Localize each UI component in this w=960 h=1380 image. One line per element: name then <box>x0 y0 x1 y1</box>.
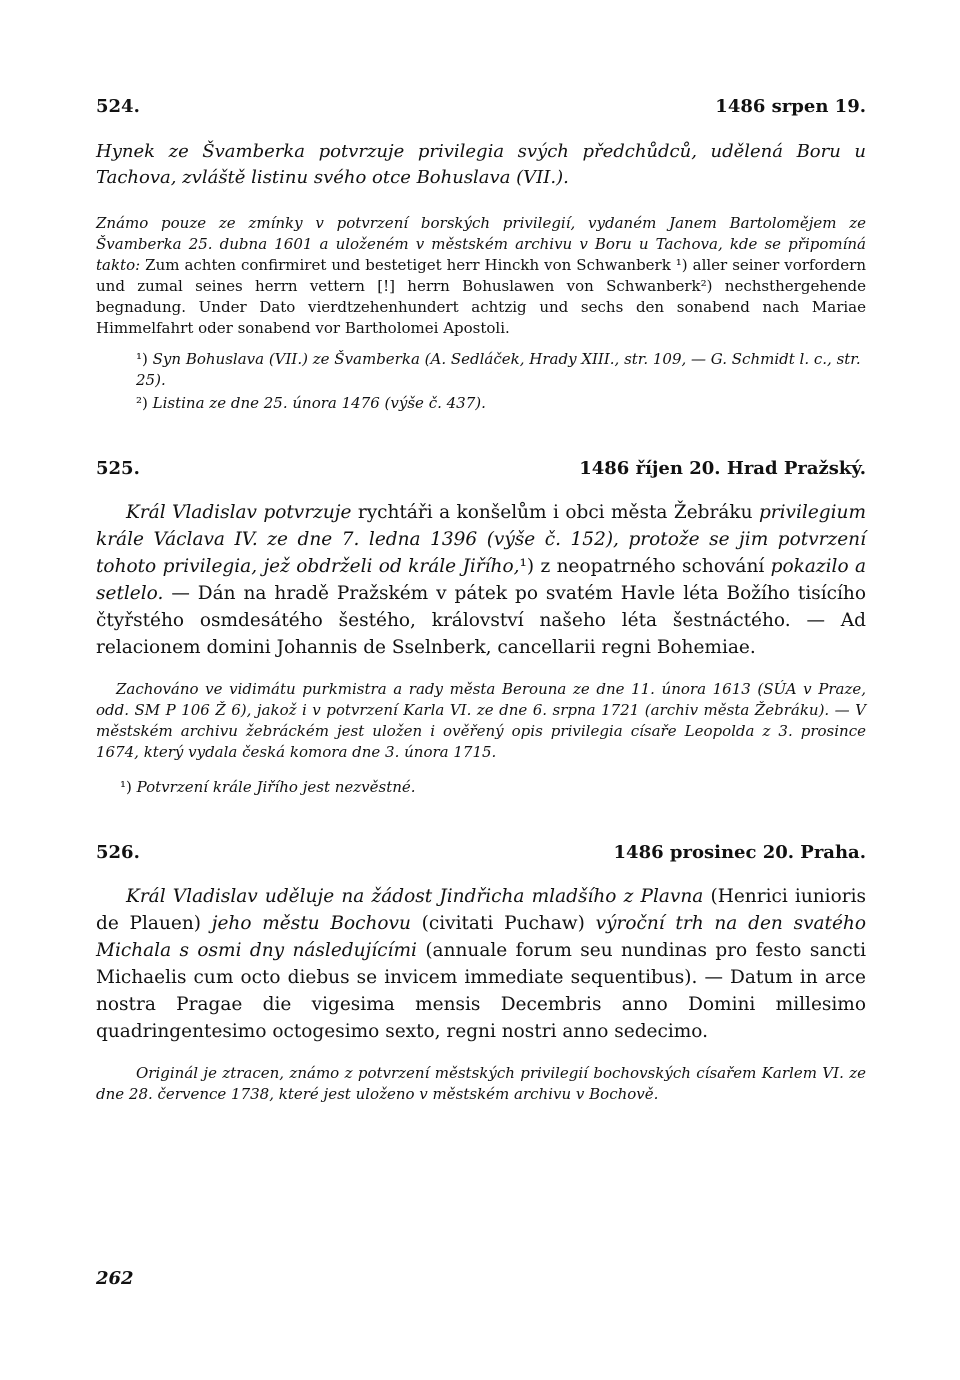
document-page <box>96 96 866 1105</box>
footnote-marker: ²) <box>136 394 153 412</box>
text-italic: jeho městu Bochovu <box>211 913 411 934</box>
text-plain: ¹) z neopatrného schování <box>519 556 771 577</box>
note-italic: Originál je ztracen, známo z potvrzení městských privilegií bochovských císařem Karlem VI. ze dne 28. července 1738, které jest uloženo v městském archivu v Bochově. <box>96 1064 866 1103</box>
text-plain: (Henrici iunioris de Plauen) <box>96 886 866 934</box>
text-plain: — Dán na hradě Pražském v pátek po svatém Havle léta Božího tisícího čtyřstého osmdesátého šestého, království našeho léta šestnáctého. — Ad relacionem domini Johannis de Sselnberk, cancellarii regni Bohemiae. <box>96 583 866 658</box>
entry-number: 524. <box>96 96 140 117</box>
entry-date: 1486 srpen 19. <box>715 96 866 117</box>
entry-date: 1486 říjen 20. Hrad Pražský. <box>579 458 866 479</box>
footnote-marker: ¹) <box>120 778 137 796</box>
entry-number: 525. <box>96 458 140 479</box>
entry-note <box>96 1063 866 1105</box>
note-quote: Zum achten confirmiret und bestetiget herr Hinckh von Schwanberk ¹) aller seiner vorfordern und zumal seines herrn vettern [!] herrn Bohuslawen von Schwanberk²) nechsthergehende begnadung. Under Dato vierdtzehenhundert achtzig und sechs den sonabend nach Mariae Himmelfahrt oder sonabend vor Bartholomei Apostoli. <box>96 256 866 337</box>
text-plain: (civitati Puchaw) <box>410 913 596 934</box>
text-italic: Král Vladislav uděluje na žádost Jindřicha mladšího z Plavna <box>126 886 704 907</box>
entry-header-524 <box>96 96 866 117</box>
text-plain: (annuale forum seu nundinas pro festo sancti Michaelis cum octo diebus se invicem immediate sequentibus). — Datum in arce nostra Pragae die vigesima mensis Decembris anno Domini millesimo quadringentesimo octogesimo sexto, regni nostri anno sedecimo. <box>96 940 866 1042</box>
footnote-text: Syn Bohuslava (VII.) ze Švamberka (A. Sedláček, Hrady XIII., str. 109, — G. Schmidt l. c., str. 25). <box>136 350 861 389</box>
entry-note <box>96 213 866 339</box>
text-italic: privilegium krále Václava IV. ze dne 7. ledna 1396 (výše č. 152), protože se jim potvrzení tohoto privilegia, jež obdrželi od krále Jiřího, <box>96 502 866 577</box>
footnote-1 <box>96 349 866 391</box>
entry-summary: Hynek ze Švamberka potvrzuje privilegia svých předchůdců, udělená Boru u Tachova, zvláště listinu svého otce Bohuslava (VII.). <box>96 141 866 188</box>
footnote-1 <box>96 777 866 798</box>
footnote-text: Potvrzení krále Jiřího jest nezvěstné. <box>136 778 416 796</box>
entry-note <box>96 679 866 763</box>
note-italic: Zachováno ve vidimátu purkmistra a rady města Berouna ze dne 11. února 1613 (SÚA v Praze, odd. SM P 106 Ž 6), jakož i v potvrzení Karla VI. ze dne 6. srpna 1721 (archiv města Žebráku). — V městském archivu žebráckém jest uložen i ověřený opis privilegia císaře Leopolda z 3. prosince 1674, který vydala česká komora dne 3. února 1715. <box>96 680 866 761</box>
entry-text <box>96 883 866 1045</box>
footnote-text: Listina ze dne 25. února 1476 (výše č. 437). <box>152 394 486 412</box>
text-italic: Král Vladislav potvrzuje <box>126 502 352 523</box>
page-number: 262 <box>96 1268 134 1289</box>
entry-date: 1486 prosinec 20. Praha. <box>613 842 866 863</box>
text-plain: rychtáři a konšelům i obci města Žebráku <box>351 502 759 523</box>
entry-text <box>96 499 866 661</box>
entry-number: 526. <box>96 842 140 863</box>
footnote-2 <box>96 393 866 414</box>
note-italic: Známo pouze ze zmínky v potvrzení borských privilegií, vydaném Janem Bartolomějem ze Švamberka 25. dubna 1601 a uloženém v městském archivu v Boru u Tachova, kde se připomíná takto: <box>96 214 866 274</box>
footnote-marker: ¹) <box>136 350 153 368</box>
text-italic: pokazilo a setlelo. <box>96 556 866 604</box>
text-italic: výroční trh na den svatého Michala s osmi dny následujícími <box>96 913 866 961</box>
entry-header-526 <box>96 842 866 863</box>
entry-header-525 <box>96 458 866 479</box>
